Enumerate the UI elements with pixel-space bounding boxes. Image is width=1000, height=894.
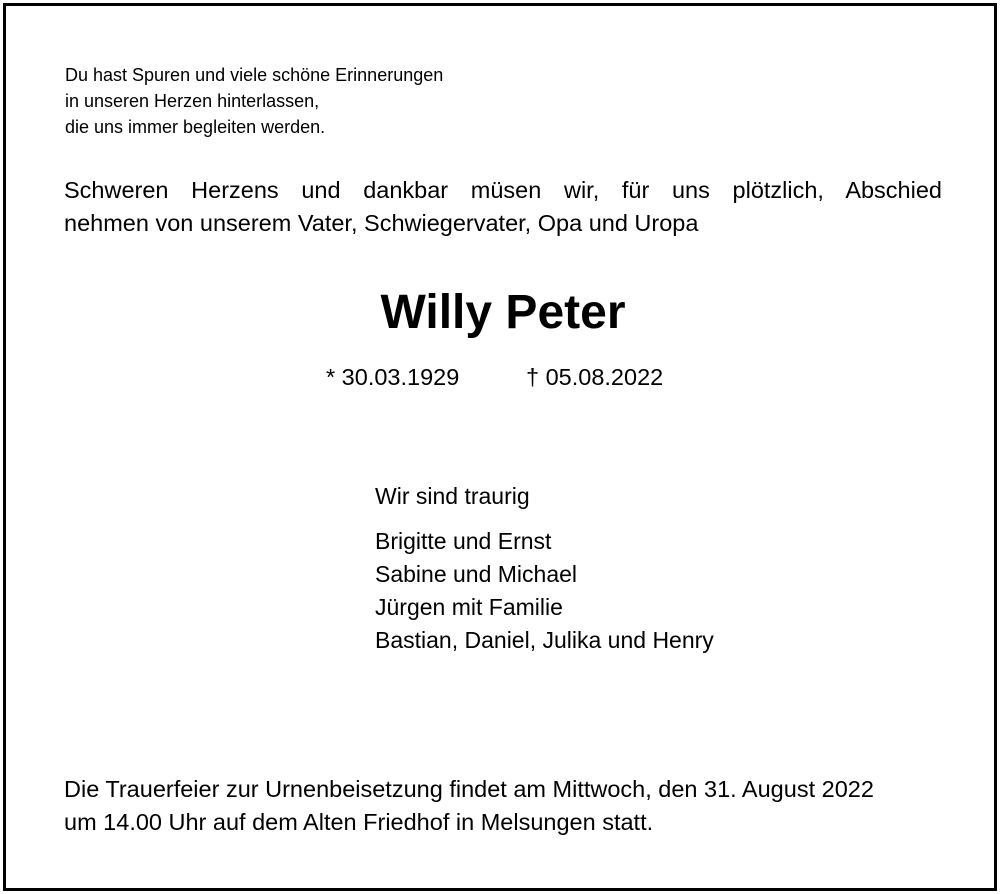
deceased-name: Willy Peter (380, 286, 626, 339)
death-date: † 05.08.2022 (526, 364, 664, 390)
poem-line: Du hast Spuren und viele schöne Erinnerungen (65, 65, 444, 85)
obituary-frame (3, 3, 997, 891)
mourner-name: Jürgen mit Familie (375, 594, 563, 620)
poem-line: die uns immer begleiten werden. (65, 117, 326, 137)
service-line: um 14.00 Uhr auf dem Alten Friedhof in Melsungen statt. (64, 809, 654, 835)
mourner-name: Sabine und Michael (375, 561, 578, 587)
mourners-block (375, 480, 714, 657)
poem-line: in unseren Herzen hinterlassen, (65, 91, 320, 111)
memorial-poem (65, 62, 443, 140)
farewell-text (64, 174, 942, 240)
mourners-lead: Wir sind traurig (375, 483, 530, 509)
farewell-line: nehmen von unserem Vater, Schwiegervater, Opa und Uropa (64, 210, 699, 236)
service-line: Die Trauerfeier zur Urnenbeisetzung findet am Mittwoch, den 31. August 2022 (64, 776, 874, 802)
birth-date: * 30.03.1929 (326, 364, 460, 390)
funeral-service-notice (64, 773, 874, 839)
farewell-line: Schweren Herzens und dankbar müsen wir, für uns plötzlich, Abschied (64, 177, 942, 203)
mourner-name: Bastian, Daniel, Julika und Henry (375, 627, 714, 653)
mourner-name: Brigitte und Ernst (375, 528, 552, 554)
